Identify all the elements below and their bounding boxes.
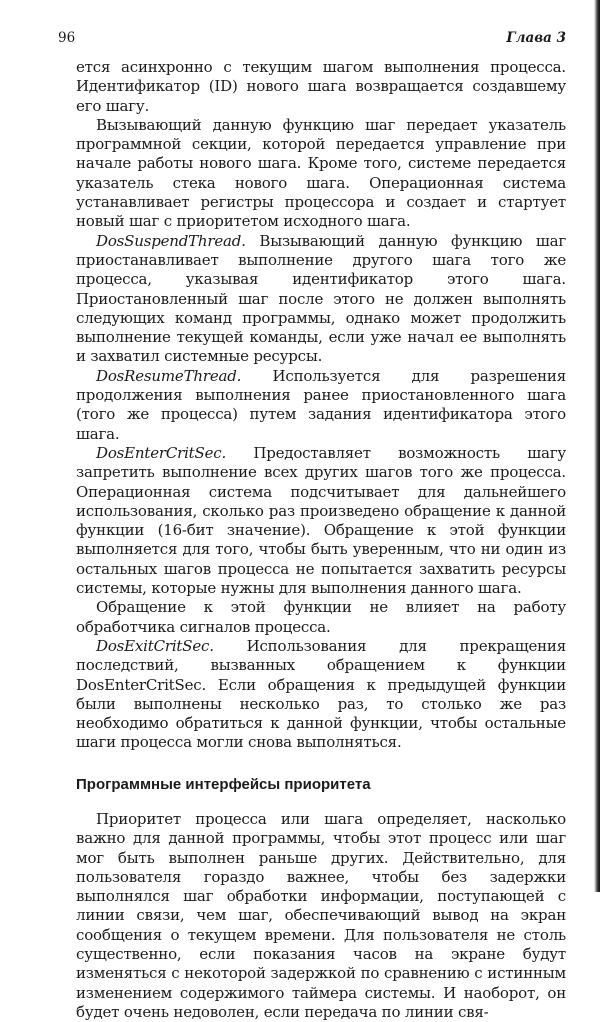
section-heading: Программные интерфейсы приоритета bbox=[76, 775, 371, 793]
paragraph-dosresumethread: DosResumeThread. Используется для разрешения продолжения выполнения ранее приостановленного шага (того же процесса) путем задания идентификатора этого шага. bbox=[76, 366, 566, 443]
paragraph-dossuspendthread: DosSuspendThread. Вызывающий данную функцию шаг приостанавливает выполнение другого шага того же процесса, указывая идентификатор этого шага. Приостановленный шаг после этого не должен выполнять следующих команд программы, однако может продолжить выполнение текущей команды, если уже начал ее выполнять и захватил системные ресурсы. bbox=[76, 231, 566, 366]
page-header bbox=[58, 30, 566, 46]
function-term: DosExitCritSec. bbox=[96, 636, 214, 655]
page-number: 96 bbox=[58, 30, 76, 46]
paragraph-dosentercritsec: DosEnterCritSec. Предоставляет возможность шагу запретить выполнение всех других шагов того же процесса. Операционная система подсчитывает для дальнейшего использования, сколько раз произведено обращение к данной функции (16-бит значение). Обращение к этой функции выполняется для того, чтобы быть уверенным, что ни один из остальных шагов процесса не попытается захватить ресурсы системы, которые нужны для выполнения данного шага. bbox=[76, 443, 566, 598]
page-body bbox=[76, 58, 566, 1022]
function-term: DosResumeThread. bbox=[96, 366, 242, 385]
chapter-title: Глава 3 bbox=[506, 30, 566, 46]
paragraph: Обращение к этой функции не влияет на работу обработчика сигналов процесса. bbox=[76, 598, 566, 636]
paragraph-continuation: ется асинхронно с текущим шагом выполнения процесса. Идентификатор (ID) нового шага возвращается создавшему его шагу. bbox=[76, 58, 566, 115]
paragraph-dosexitcritsec: DosExitCritSec. Использования для прекращения последствий, вызванных обращением к функции DosEnterCritSec. Если обращения к предыдущей функции были выполнены несколько раз, то столько же раз необходимо обратиться к данной функции, чтобы остальные шаги процесса могли снова выполняться. bbox=[76, 636, 566, 752]
paragraph: Вызывающий данную функцию шаг передает указатель программной секции, которой передается управление при начале работы нового шага. Кроме того, системе передается указатель стека нового шага. Операционная система устанавливает регистры процессора и создает и стартует новый шаг с приоритетом исходного шага. bbox=[76, 115, 566, 231]
function-term: DosEnterCritSec. bbox=[96, 443, 227, 462]
page-edge-shadow bbox=[594, 0, 600, 892]
function-term: DosSuspendThread. bbox=[96, 231, 246, 250]
paragraph-priority: Приоритет процесса или шага определяет, насколько важно для данной программы, чтобы этот процесс или шаг мог быть выполнен раньше других. Действительно, для пользователя гораздо важнее, чтобы без задержки выполнялся шаг обработки информации, поступающей с линии связи, чем шаг, обеспечивающий вывод на экран сообщения о текущем времени. Для пользователя не столь существенно, если показания часов на экране будут изменяться с некоторой задержкой по сравнению с истинным изменением содержимого таймера системы. И наоборот, он будет очень недоволен, если передача по линии свя- bbox=[76, 809, 566, 1021]
